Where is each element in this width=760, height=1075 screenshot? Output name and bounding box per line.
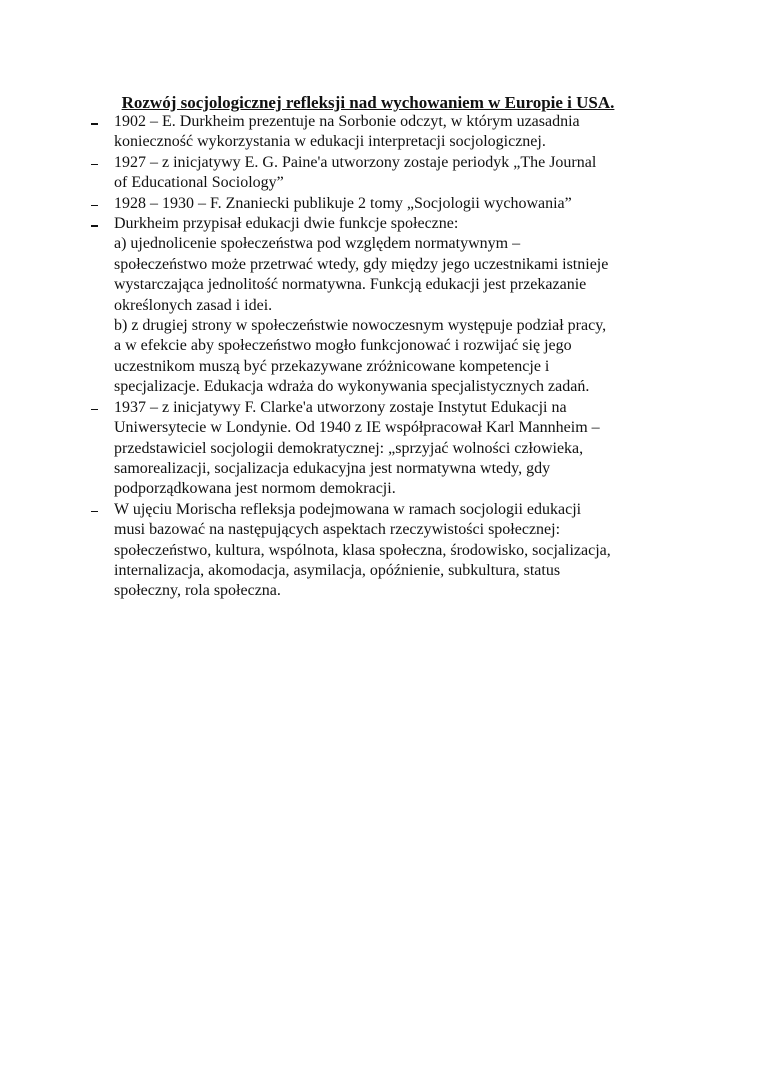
- text-line: a) ujednolicenie społeczeństwa pod względem normatywnym –: [114, 235, 521, 253]
- text-line: of Educational Sociology”: [114, 174, 284, 192]
- text-line: konieczność wykorzystania w edukacji interpretacji socjologicznej.: [114, 133, 546, 151]
- text-line: W ujęciu Morischa refleksja podejmowana w ramach socjologii edukacji: [114, 500, 582, 518]
- text-line: 1902 – E. Durkheim prezentuje na Sorbonie odczyt, w którym uzasadnia: [114, 113, 580, 130]
- text-line: podporządkowana jest normom demokracji.: [114, 480, 396, 498]
- list-item: [90, 214, 690, 398]
- text-line: specjalizacje. Edukacja wdraża do wykonywania specjalistycznych zadań.: [114, 378, 590, 396]
- text-line: Durkheim przypisał edukacji dwie funkcje społeczne:: [114, 215, 459, 233]
- text-line: społeczeństwo może przetrwać wtedy, gdy między jego uczestnikami istnieje: [114, 255, 609, 273]
- bullet-list: [90, 112, 690, 602]
- text-line: a w efekcie aby społeczeństwo mogło funkcjonować i rozwijać się jego: [114, 337, 572, 355]
- text-line: b) z drugiej strony w społeczeństwie nowoczesnym występuje podział pracy,: [114, 317, 607, 335]
- text-line: 1928 – 1930 – F. Znaniecki publikuje 2 tomy „Socjologii wychowania”: [114, 194, 572, 212]
- list-item: [90, 398, 690, 500]
- list-item: [90, 112, 690, 153]
- list-item: [90, 500, 690, 602]
- text-line: 1927 – z inicjatywy E. G. Paine'a utworzony zostaje periodyk „The Journal: [114, 153, 597, 171]
- text-line: społeczny, rola społeczna.: [114, 582, 281, 600]
- text-line: uczestnikom muszą być przekazywane zróżnicowane kompetencje i: [114, 357, 550, 375]
- text-line: przedstawiciel socjologii demokratycznej: „sprzyjać wolności człowieka,: [114, 439, 584, 457]
- text-line: określonych zasad i idei.: [114, 296, 273, 314]
- text-line: społeczeństwo, kultura, wspólnota, klasa społeczna, środowisko, socjalizacja,: [114, 541, 611, 559]
- text-line: internalizacja, akomodacja, asymilacja, opóźnienie, subkultura, status: [114, 561, 561, 579]
- list-item: [90, 194, 690, 214]
- text-line: 1937 – z inicjatywy F. Clarke'a utworzony zostaje Instytut Edukacji na: [114, 398, 567, 416]
- document-title: Rozwój socjologicznej refleksji nad wychowaniem w Europie i USA.: [121, 93, 615, 112]
- text-line: wystarczająca jednolitość normatywna. Funkcją edukacji jest przekazanie: [114, 276, 587, 294]
- text-line: samorealizacji, socjalizacja edukacyjna jest normatywna wtedy, gdy: [114, 459, 551, 477]
- text-line: musi bazować na następujących aspektach rzeczywistości społecznej:: [114, 521, 561, 539]
- list-item: [90, 153, 690, 194]
- text-line: Uniwersytecie w Londynie. Od 1940 z IE współpracował Karl Mannheim –: [114, 419, 600, 437]
